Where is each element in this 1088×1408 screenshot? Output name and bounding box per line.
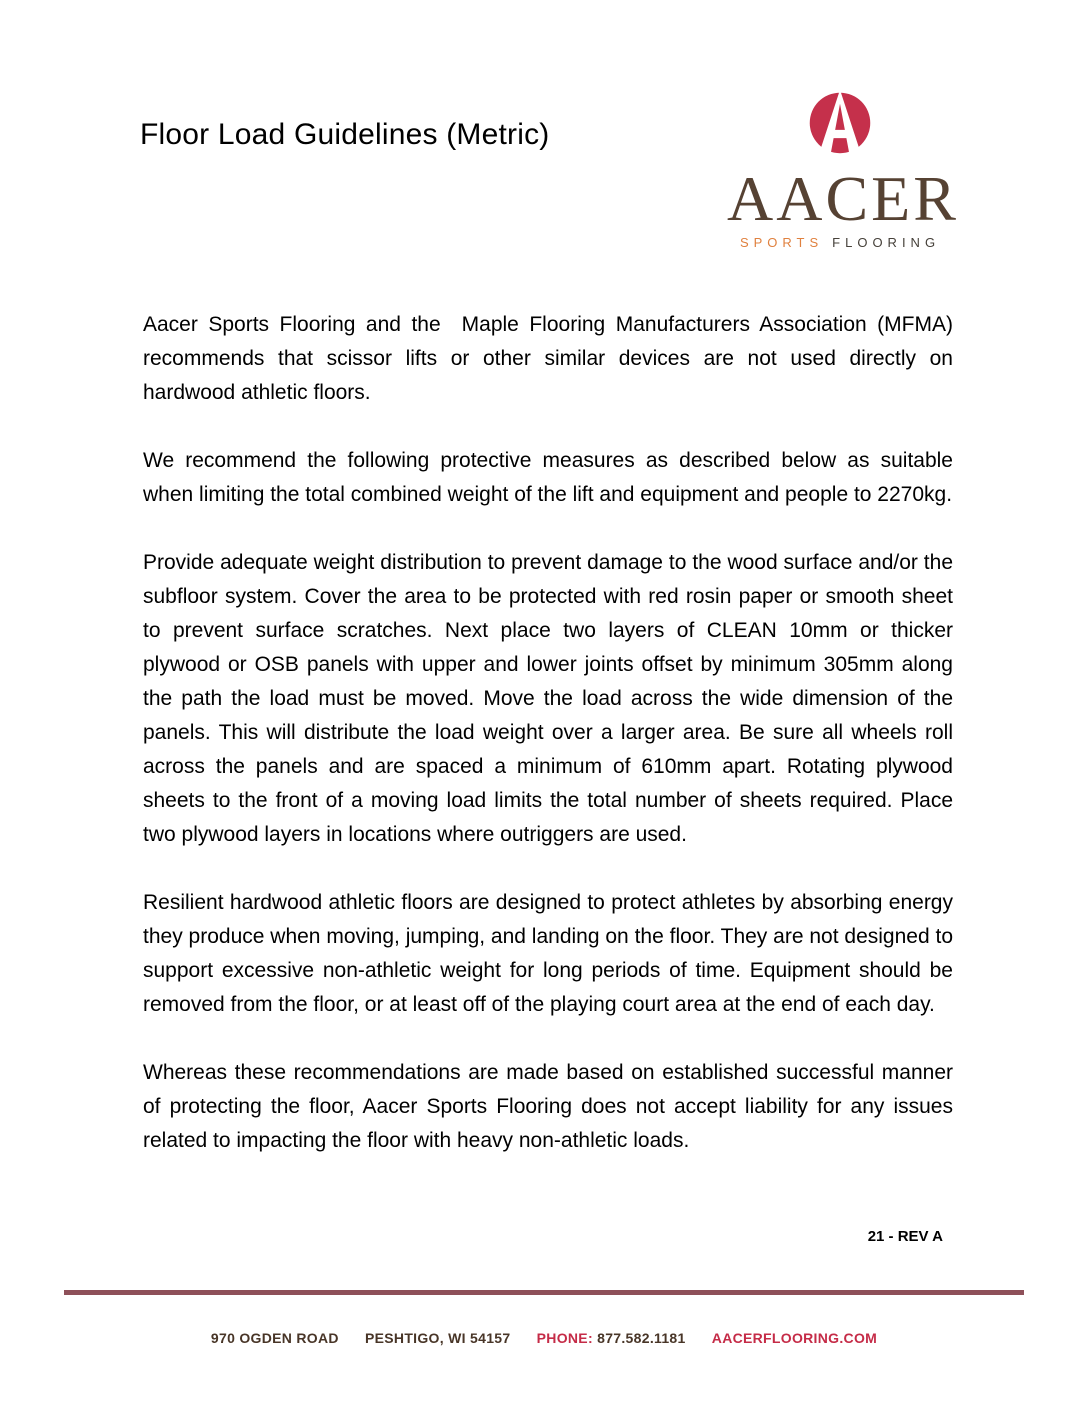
paragraph: Provide adequate weight distribution to prevent damage to the wood surface and/or the subfloor system. Cover the area to be protected with red rosin paper or smooth sheet to prevent surface scratches. Next place two layers of CLEAN 10mm or thicker plywood or OSB panels with upper and lower joints offset by minimum 305mm along the path the load must be moved. Move the load across the wide dimension of the panels. This will distribute the load weight over a larger area. Be sure all wheels roll across the panels and are spaced a minimum of 610mm apart. Rotating plywood sheets to the front of a moving load limits the total number of sheets required. Place two plywood layers in locations where outriggers are used. [143, 551, 953, 846]
tagline-flooring: FLOORING [832, 235, 941, 250]
brand-name: AACER [727, 163, 959, 234]
footer-phone-label: PHONE: [536, 1330, 593, 1346]
page-marker: 21 - REV A [867, 1228, 943, 1245]
aacer-a-mark-icon [808, 88, 872, 155]
footer-rule [64, 1290, 1024, 1295]
footer [0, 1330, 1088, 1346]
footer-address: 970 OGDEN ROAD [210, 1330, 339, 1346]
paragraph: Whereas these recommendations are made based on established successful manner of protecting the floor, Aacer Sports Flooring does not accept liability for any issues related to impacting the floor with heavy non-athletic loads. [143, 1061, 953, 1152]
document-body [143, 308, 953, 1192]
footer-phone [537, 1330, 708, 1346]
page-title: Floor Load Guidelines (Metric) [140, 118, 550, 151]
tagline-sports: SPORTS [739, 235, 824, 250]
paragraph: Resilient hardwood athletic floors are designed to protect athletes by absorbing energy they produce when moving, jumping, and landing on the floor. They are not designed to support excessive non-athletic weight for long periods of time. Equipment should be removed from the floor, or at least off of the playing court area at the end of each day. [143, 891, 953, 1016]
paragraph: Aacer Sports Flooring and the Maple Flooring Manufacturers Association (MFMA) recommends that scissor lifts or other similar devices are not used directly on hardwood athletic floors. [143, 313, 953, 404]
paragraph: We recommend the following protective measures as described below as suitable when limiting the total combined weight of the lift and equipment and people to 2270kg. [143, 449, 953, 506]
footer-phone-number: 877.582.1181 [597, 1330, 686, 1346]
brand-tagline [727, 236, 953, 249]
brand-logo [727, 88, 959, 250]
footer-city: PESHTIGO, WI 54157 [365, 1330, 511, 1346]
footer-website: AACERFLOORING.COM [711, 1330, 878, 1346]
